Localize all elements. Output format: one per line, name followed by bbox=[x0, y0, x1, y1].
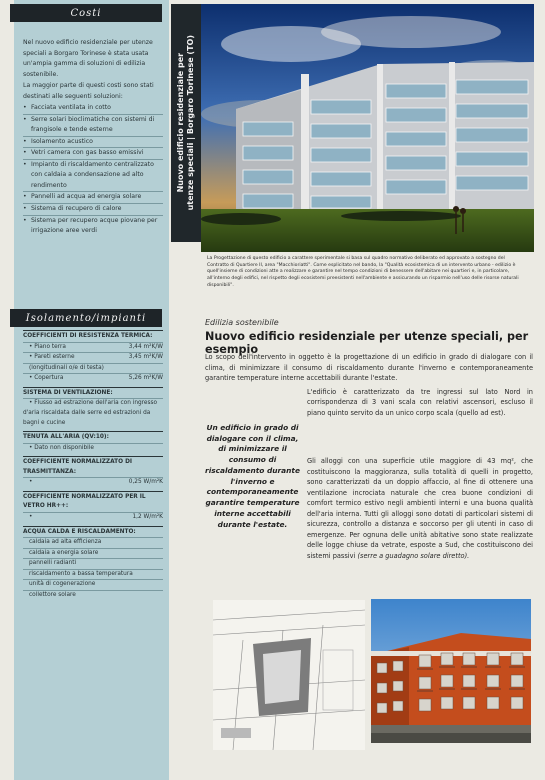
acqua-item: pannelli radianti bbox=[23, 558, 163, 569]
spec-row bbox=[23, 352, 163, 363]
vertical-title: Nuovo edificio residenziale per utenze speciali | Borgaro Torinese (TO) bbox=[176, 35, 195, 211]
spec-row: • 1,2 W/m²K bbox=[23, 512, 163, 523]
spec-value: 1,2 W/m²K bbox=[132, 514, 163, 520]
costi-item: • Isolamento acustico bbox=[23, 136, 163, 148]
costi-box bbox=[23, 38, 163, 237]
spec-note: (longitudinali o/e di testa) bbox=[23, 363, 163, 374]
isolamento-header: Isolamento/impianti bbox=[10, 309, 162, 327]
article-kicker: Edilizia sostenibile bbox=[205, 318, 279, 327]
vertical-title-band bbox=[171, 4, 201, 242]
building-rendering-image bbox=[201, 4, 534, 252]
acqua-item: riscaldamento a bassa temperatura bbox=[23, 569, 163, 580]
pull-quote: Un edificio in grado di dialogare con il clima, di minimizzare il consumo di riscaldamento durante l'inverno e contemporaneamente garantire temperature interne accettabili durante l'estate. bbox=[205, 423, 300, 529]
costi-item: • Vetri camera con gas basso emissivi bbox=[23, 147, 163, 159]
image-caption: La Progettazione di questo edificio a carattere sperimentale si basa sul quadro normativo deliberato ed approvato a sostegno del Contratto di Quartiere II, area "Macchioriatti". Come esplicitato nel bando, la "Qualità ecosistemica di un intervento urbano - edilizio è quell'insieme di condizioni atte a realizzare e garantire nel tempo condizioni di benessere dell'abitare nei quartieri e, in particolare, all'interno degli edifici, nel rispetto degli ecosistemi preesistenti nell'ambiente e assicurando un risparmio nell'uso delle risorse naturali disponibili". bbox=[207, 256, 519, 288]
acqua-title: ACQUA CALDA E RISCALDAMENTO: bbox=[23, 526, 163, 538]
acqua-item: collettore solare bbox=[23, 590, 163, 601]
spec-label: • Copertura bbox=[29, 375, 64, 382]
acqua-item: caldaia ad alta efficienza bbox=[23, 537, 163, 548]
spec-value: 5,26 m²K/W bbox=[128, 375, 163, 382]
spec-label: • Pareti esterne bbox=[29, 354, 75, 361]
spec-value: 3,45 m²K/W bbox=[128, 354, 163, 361]
paragraph-1: Lo scopo dell'intervento in oggetto è la progettazione di un edificio in grado di dialogare con il clima, di minimizzare il consumo di riscaldamento durante l'inverno e contemporaneamente garantire temperature interne accettabili durante l'estate. bbox=[205, 353, 533, 383]
costi-list bbox=[23, 103, 163, 236]
spec-label: • Piano terra bbox=[29, 343, 66, 350]
costi-item: • Sistema per recupero acque piovane per irrigazione aree verdi bbox=[23, 215, 163, 237]
trasmittanza-title: COEFFICIENTE NORMALIZZATO DI TRASMITTANZA: bbox=[23, 456, 163, 477]
costi-intro: Nel nuovo edificio residenziale per utenze speciali a Borgaro Torinese è stata usata un'ampia gamma di soluzioni di edilizia sostenibile. bbox=[23, 39, 153, 78]
spec-value: 3,44 m²K/W bbox=[128, 343, 163, 350]
ventilazione-title: SISTEMA DI VENTILAZIONE: bbox=[23, 387, 163, 399]
article-body-top bbox=[205, 352, 533, 418]
spec-value: 0,25 W/m²K bbox=[128, 479, 163, 486]
costi-item: • Serre solari bioclimatiche con sistemi di frangisole e tende esterne bbox=[23, 114, 163, 136]
isolamento-box bbox=[23, 330, 163, 601]
costi-item: • Facciata ventilata in cotto bbox=[23, 103, 163, 114]
resistenza-title: COEFFICIENTI DI RESISTENZA TERMICA: bbox=[23, 330, 163, 342]
spec-row bbox=[23, 373, 163, 384]
completed-building-photo bbox=[371, 599, 531, 743]
tenuta-text: • Dato non disponibile bbox=[23, 443, 163, 454]
spec-row: • 0,25 W/m²K bbox=[23, 477, 163, 488]
ventilazione-text: • Flusso ad estrazione dell'aria con ingresso d'aria riscaldata dalle serre ed estrazioni da bagni e cucine bbox=[23, 398, 163, 428]
costi-header: Costi bbox=[10, 4, 162, 22]
site-plan-drawing bbox=[213, 600, 365, 750]
paragraph-3-italic: (serre a guadagno solare diretto). bbox=[357, 551, 470, 560]
vetro-title: COEFFICIENTE NORMALIZZATO PER IL VETRO HR++: bbox=[23, 491, 163, 512]
article-title: Nuovo edificio residenziale per utenze speciali, per esempio bbox=[205, 330, 529, 356]
paragraph-2: L'edificio è caratterizzato da tre ingressi sul lato Nord in corrispondenza di 3 vani scala con relativi ascensori, escluso il piano quinto servito da un unico corpo scala (quello ad est). bbox=[307, 387, 533, 417]
spec-row bbox=[23, 342, 163, 353]
costi-item: • Pannelli ad acqua ad energia solare bbox=[23, 191, 163, 203]
costi-lead: La maggior parte di questi costi sono stati destinati alle seguenti soluzioni: bbox=[23, 82, 154, 100]
acqua-item: caldaia a energia solare bbox=[23, 548, 163, 559]
acqua-item: unità di cogenerazione bbox=[23, 579, 163, 590]
paragraph-3: Gli alloggi con una superficie utile maggiore di 43 mq², che costituiscono la maggioranza, sulla totalità di quelli in progetto, sono caratterizzati da un doppio affaccio, al fine di ottenere una ventilazione incrociata naturale che crea buone condizioni di comfort termico estivo negli ambienti interni e una buona qualità dell'aria interna. Tutti gli alloggi sono dotati di particolari sistemi di sicurezza, controllo a distanza e soccorso per gli utenti in caso di emergenze. Per ognuna delle unità abitative sono state realizzate delle logge chiuse da vetrate, esposte a Sud, che costituiscono dei sistemi passivi bbox=[307, 457, 533, 560]
costi-item: • Sistema di recupero di calore bbox=[23, 203, 163, 215]
article-body-bottom bbox=[307, 456, 533, 561]
costi-item: • Impianto di riscaldamento centralizzato con caldaia a condensazione ad alto rendimento bbox=[23, 159, 163, 192]
tenuta-title: TENUTA ALL'ARIA (QV:10): bbox=[23, 431, 163, 443]
